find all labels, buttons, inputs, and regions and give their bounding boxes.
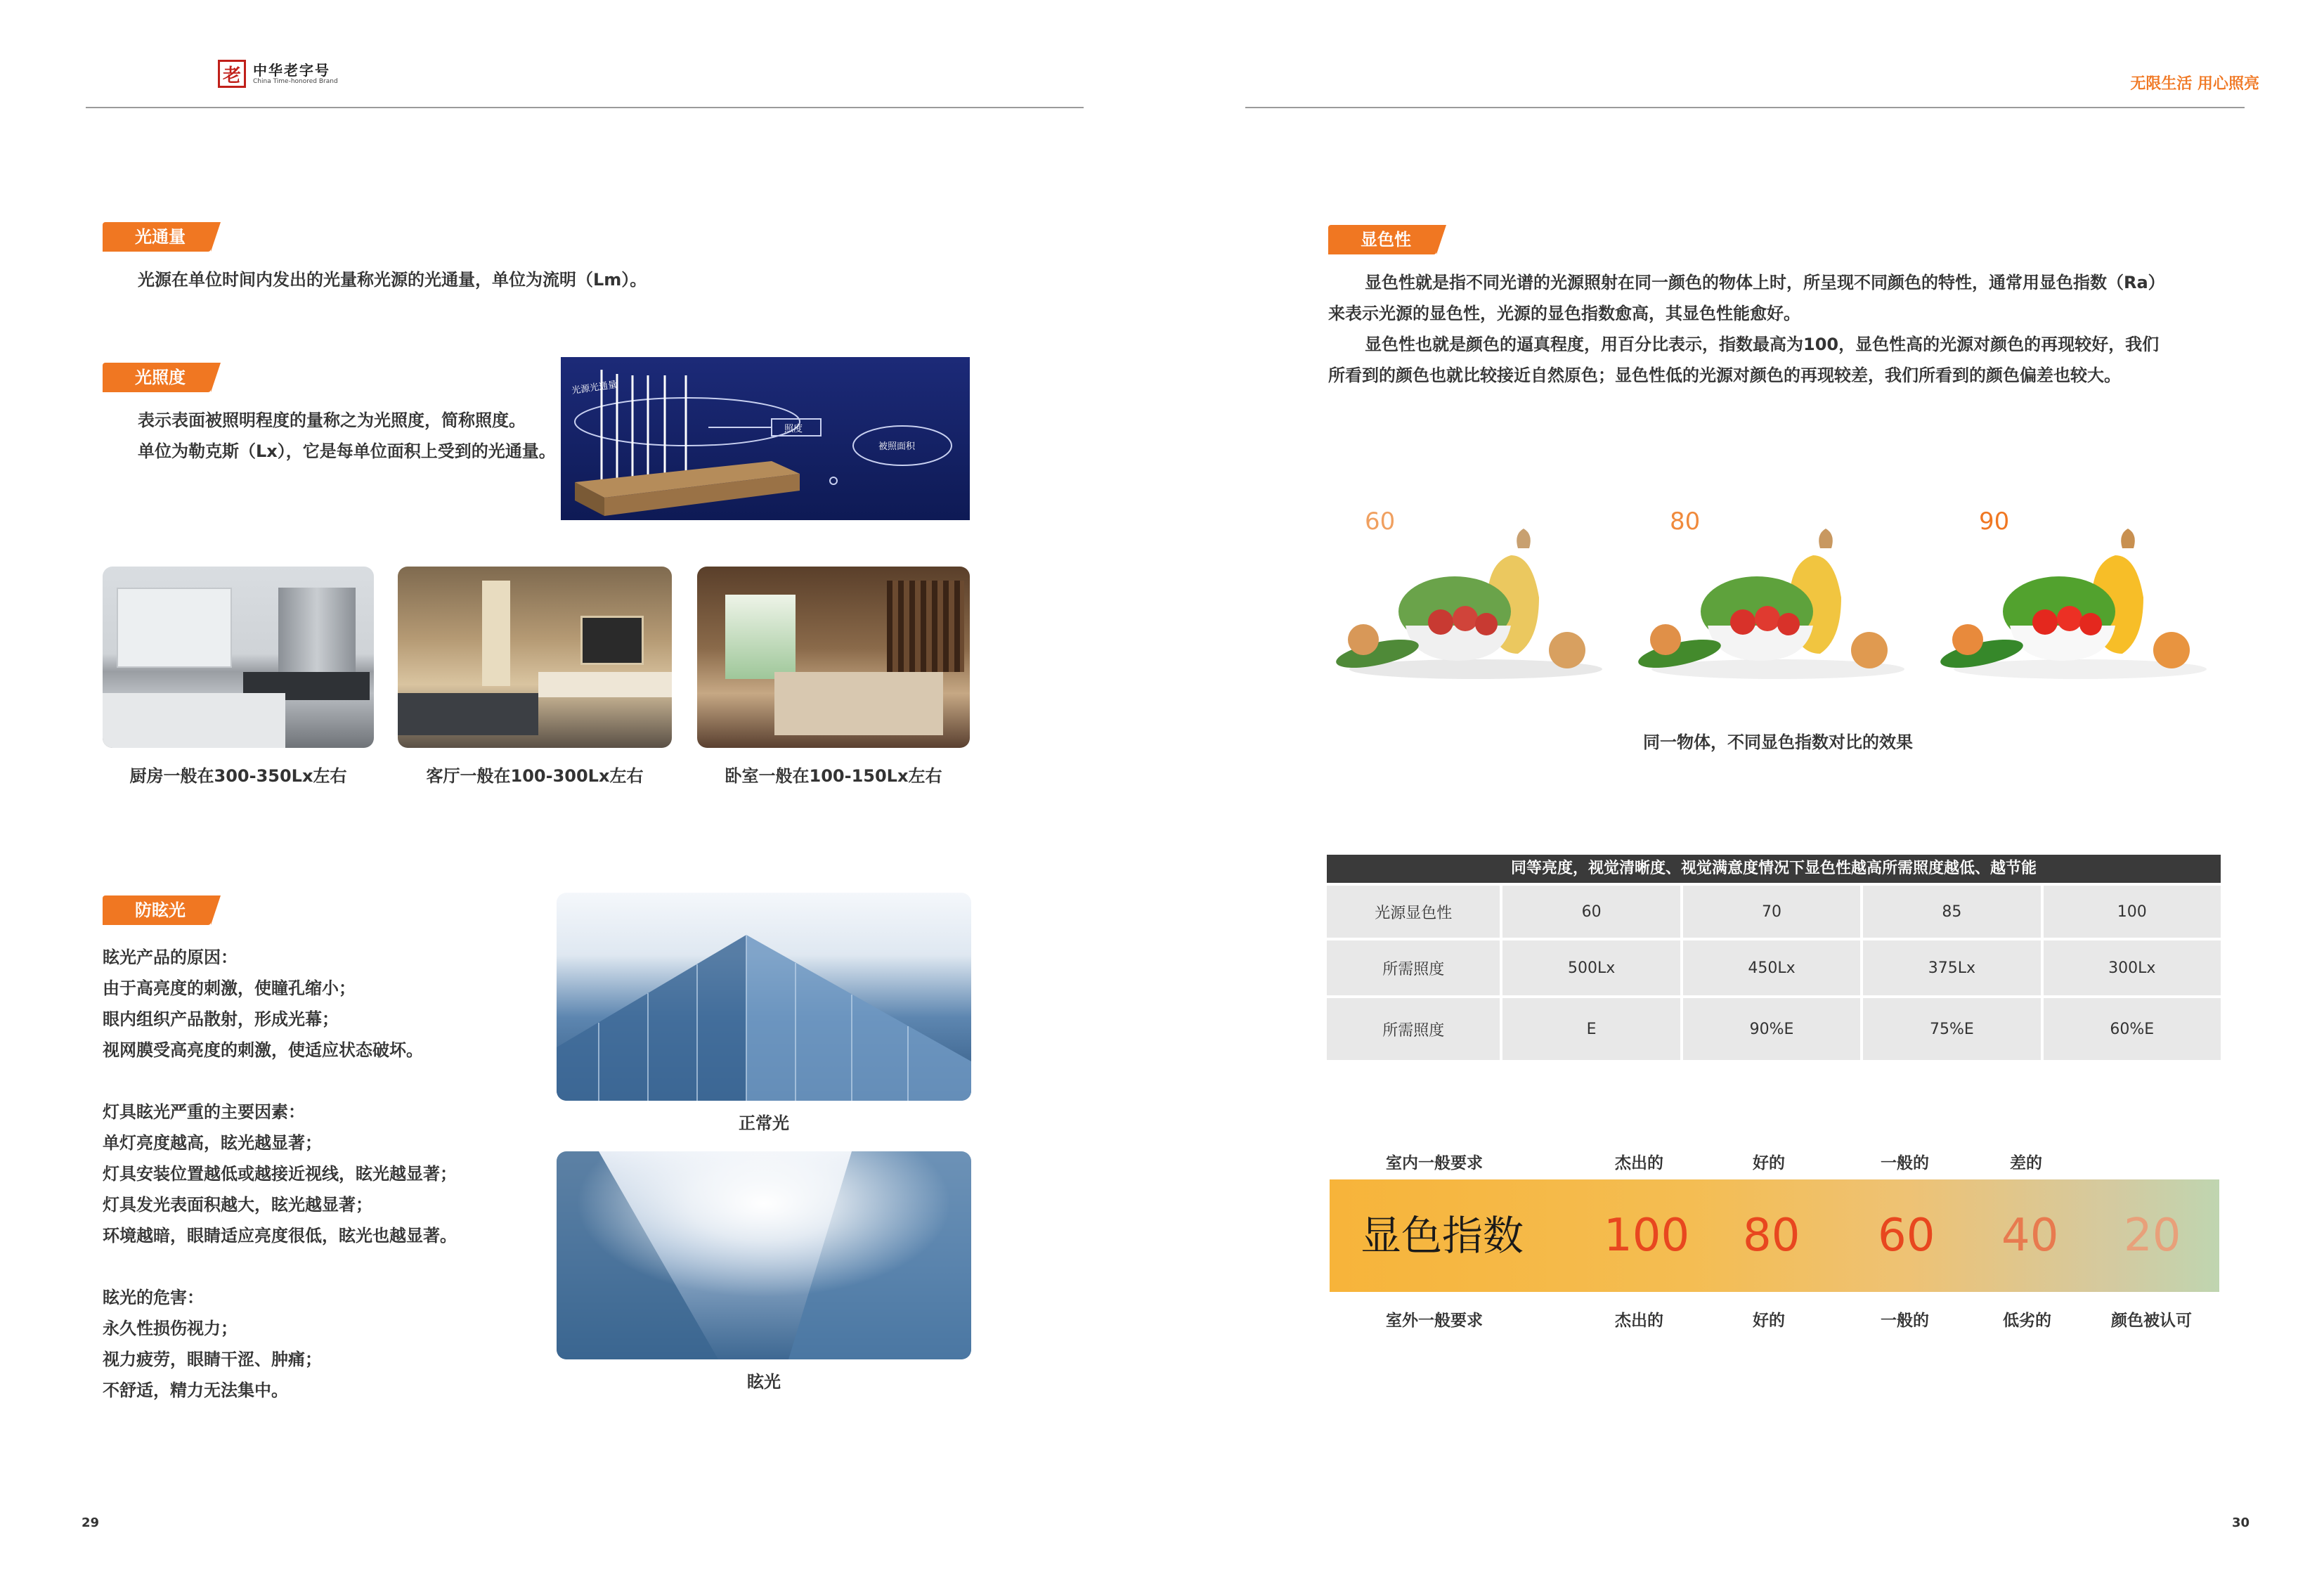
cri-compare-label: 60 <box>1365 507 1396 536</box>
glare-causes-title: 眩光产品的原因： <box>103 948 238 967</box>
brand-seal-icon: 老 <box>218 60 246 88</box>
cri-compare-label: 80 <box>1670 507 1701 536</box>
bedroom-caption: 卧室一般在100-150Lx左右 <box>725 766 942 786</box>
tag-illuminance: 光照度 <box>103 363 211 392</box>
cri-table <box>1327 855 2221 1060</box>
cri-paragraph-line: 所看到的颜色也就比较接近自然原色；显色性低的光源对颜色的再现较差，我们所看到的颜色偏差也较大。 <box>1328 366 2121 385</box>
outdoor-level: 杰出的 <box>1615 1312 1663 1330</box>
table-cell: 500Lx <box>1502 940 1680 995</box>
cri-value: 100 <box>1604 1210 1690 1262</box>
glare-factor: 灯具安装位置越低或越接近视线，眩光越显著； <box>103 1164 457 1184</box>
vegetables-cri-90 <box>1940 520 2221 689</box>
table-row <box>1327 940 2221 995</box>
cri-compare-label: 90 <box>1979 507 2010 536</box>
cri-paragraph-line: 来表示光源的显色性，光源的显色指数愈高，其显色性能愈好。 <box>1328 304 1800 323</box>
tag-luminous-flux: 光通量 <box>103 222 211 252</box>
luminous-flux-text: 光源在单位时间内发出的光量称光源的光通量，单位为流明（Lm）。 <box>138 270 647 290</box>
illuminance-line: 单位为勒克斯（Lx），它是每单位面积上受到的光通量。 <box>138 441 556 461</box>
glare-cause: 眼内组织产品散射，形成光幕； <box>103 1009 339 1029</box>
tag-anti-glare: 防眩光 <box>103 895 211 925</box>
table-cell: 所需照度 <box>1327 940 1500 995</box>
living-room-photo <box>398 567 672 748</box>
table-cell: 375Lx <box>1863 940 2040 995</box>
glare-factors-title: 灯具眩光严重的主要因素： <box>103 1102 305 1122</box>
table-cell: 75%E <box>1863 998 2040 1060</box>
table-cell: 70 <box>1683 886 1860 938</box>
table-cell: 90%E <box>1683 998 1860 1060</box>
bedroom-photo <box>697 567 970 748</box>
cri-paragraph-line: 显色性就是指不同光谱的光源照射在同一颜色的物体上时，所呈现不同颜色的特性，通常用显色指数（Ra） <box>1365 273 2165 292</box>
glare-caption: 眩光 <box>747 1372 781 1392</box>
cri-scale-title: 显色指数 <box>1361 1212 1524 1260</box>
page-number-left: 29 <box>82 1515 100 1530</box>
living-room-caption: 客厅一般在100-300Lx左右 <box>426 766 644 786</box>
indoor-level: 杰出的 <box>1615 1154 1663 1172</box>
slogan: 无限生活 用心照亮 <box>2130 75 2259 93</box>
illuminance-line: 表示表面被照明程度的量称之为光照度，简称照度。 <box>138 410 526 430</box>
indoor-level: 差的 <box>2010 1154 2042 1172</box>
cri-paragraph-line: 显色性也就是颜色的逼真程度，用百分比表示，指数最高为100，显色性高的光源对颜色的再现较好，我们 <box>1365 335 2160 354</box>
right-header-rule <box>1245 107 2245 108</box>
outdoor-level: 颜色被认可 <box>2111 1312 2192 1330</box>
left-header-rule <box>86 107 1084 108</box>
table-cell: 所需照度 <box>1327 998 1500 1060</box>
cri-value: 20 <box>2124 1210 2181 1262</box>
kitchen-caption: 厨房一般在300-350Lx左右 <box>129 766 347 786</box>
brand-name-en: China Time-honored Brand <box>253 77 338 85</box>
cri-table-title: 同等亮度，视觉清晰度、视觉满意度情况下显色性越高所需照度越低、越节能 <box>1327 855 2221 883</box>
cri-value: 80 <box>1743 1210 1800 1262</box>
cri-scale-bar <box>1330 1179 2219 1292</box>
brand-logo <box>218 60 338 88</box>
table-cell: 60%E <box>2044 998 2221 1060</box>
table-cell: E <box>1502 998 1680 1060</box>
glare-harm: 永久性损伤视力； <box>103 1319 238 1338</box>
glare-cause: 由于高亮度的刺激，使瞳孔缩小； <box>103 978 356 998</box>
indoor-level: 好的 <box>1753 1154 1785 1172</box>
anti-glare-text <box>103 942 457 1406</box>
table-cell: 100 <box>2044 886 2221 938</box>
vegetables-cri-60 <box>1335 520 1616 689</box>
normal-light-photo <box>557 893 971 1101</box>
glare-harm-title: 眩光的危害： <box>103 1288 204 1307</box>
glare-factor: 单灯亮度越高，眩光越显著； <box>103 1133 322 1153</box>
diagram-illuminance-label: 照度 <box>784 424 803 434</box>
indoor-level: 一般的 <box>1881 1154 1929 1172</box>
table-row <box>1327 886 2221 938</box>
tag-color-rendering: 显色性 <box>1328 225 1436 254</box>
glare-factor: 灯具发光表面积越大，眩光越显著； <box>103 1195 372 1215</box>
brand-name: 中华老字号 <box>253 61 330 79</box>
outdoor-level: 好的 <box>1753 1312 1785 1330</box>
diagram-source-label: 光源光通量 <box>571 380 618 396</box>
table-cell: 60 <box>1502 886 1680 938</box>
table-cell: 85 <box>1863 886 2040 938</box>
page-number-right: 30 <box>2232 1515 2250 1530</box>
glare-factor: 环境越暗，眼睛适应亮度很低，眩光也越显著。 <box>103 1226 457 1246</box>
cri-compare-caption: 同一物体，不同显色指数对比的效果 <box>1643 732 1913 752</box>
vegetables-cri-80 <box>1637 520 1919 689</box>
cri-value: 60 <box>1878 1210 1935 1262</box>
outdoor-level: 低劣的 <box>2003 1312 2051 1330</box>
table-cell: 光源显色性 <box>1327 886 1500 938</box>
table-row <box>1327 998 2221 1060</box>
indoor-label: 室内一般要求 <box>1386 1154 1483 1172</box>
table-cell: 450Lx <box>1683 940 1860 995</box>
illuminance-diagram <box>561 357 970 520</box>
table-cell: 300Lx <box>2044 940 2221 995</box>
outdoor-level: 一般的 <box>1881 1312 1929 1330</box>
glare-harm: 不舒适，精力无法集中。 <box>103 1380 288 1400</box>
kitchen-photo <box>103 567 374 748</box>
glare-photo <box>557 1151 971 1359</box>
diagram-area-label: 被照面积 <box>878 441 916 452</box>
illuminance-text <box>138 405 556 467</box>
cri-value: 40 <box>2001 1210 2059 1262</box>
normal-light-caption: 正常光 <box>739 1113 789 1133</box>
glare-cause: 视网膜受高亮度的刺激，使适应状态破坏。 <box>103 1040 423 1060</box>
color-rendering-text <box>1328 267 2228 391</box>
glare-harm: 视力疲劳，眼睛干涩、肿痛； <box>103 1350 322 1369</box>
outdoor-label: 室外一般要求 <box>1386 1312 1483 1330</box>
